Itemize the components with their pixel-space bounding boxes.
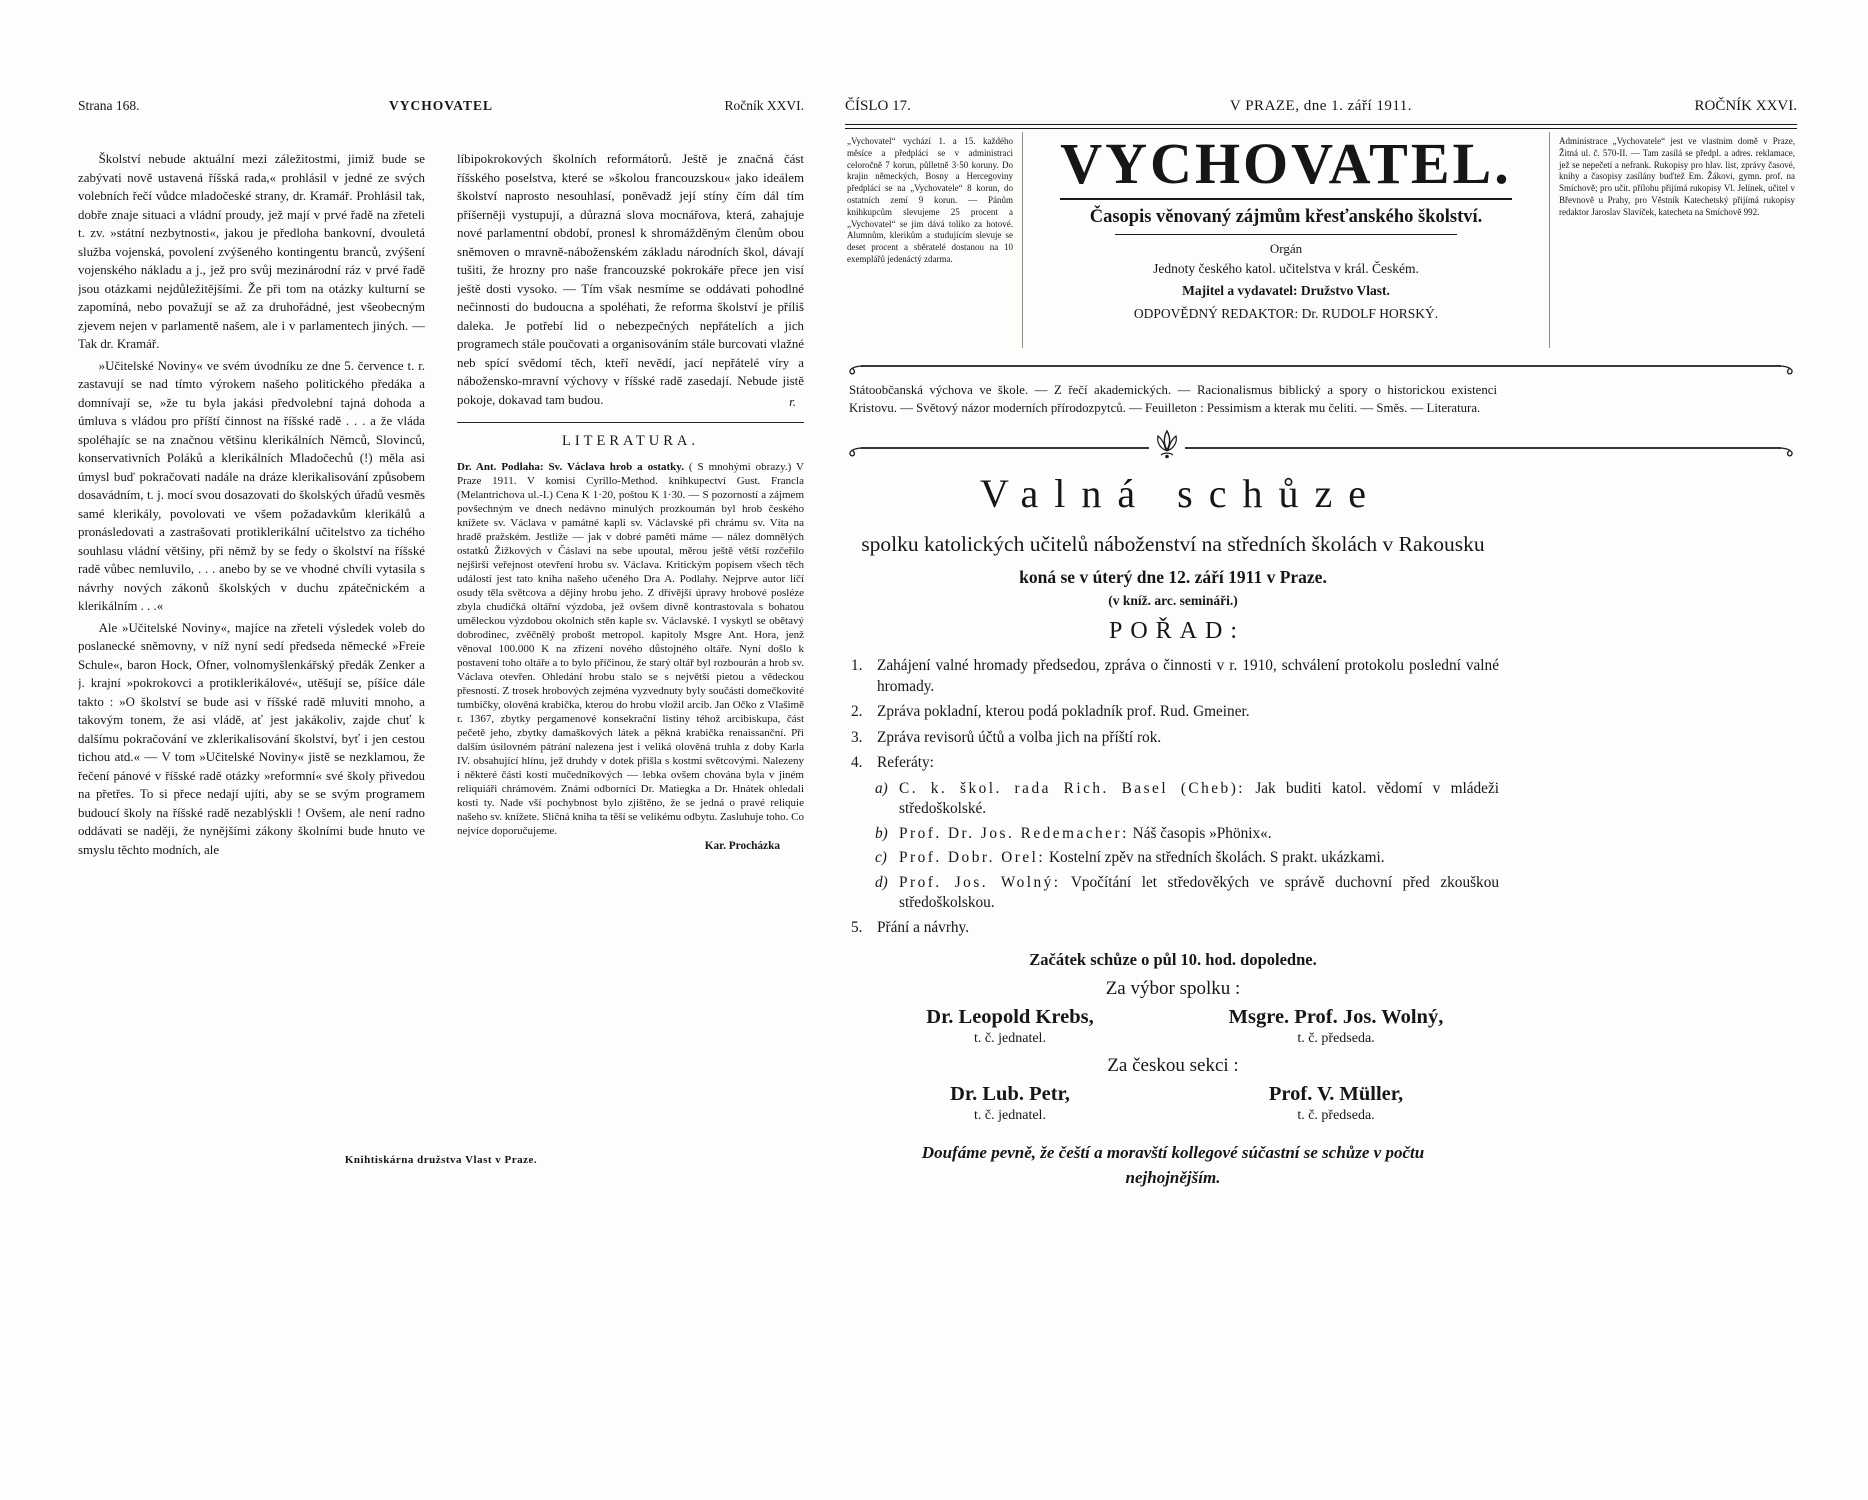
signatory	[1173, 1006, 1499, 1047]
speaker-name: Prof. Dobr. Orel:	[899, 849, 1046, 866]
announcement	[847, 470, 1499, 1190]
signatory	[847, 1083, 1173, 1124]
masthead	[845, 132, 1797, 348]
agenda-item-text: Přání a návrhy.	[877, 918, 970, 936]
agenda-item-number: 3.	[851, 728, 863, 746]
issue-number-label: ČÍSLO 17.	[845, 98, 911, 114]
header-rule	[845, 124, 1797, 129]
volume-label: Ročník XXVI.	[724, 98, 804, 113]
right-page-header	[845, 98, 1797, 115]
announcement-subtitle: spolku katolických učitelů náboženství na středních školách v Rakousku	[861, 532, 1485, 556]
agenda-item	[847, 918, 1499, 939]
publisher-line: Majitel a vydavatel: Družstvo Vlast.	[1182, 283, 1390, 299]
book-review	[457, 460, 804, 838]
section-signatories	[847, 1083, 1499, 1124]
agenda-item	[847, 656, 1499, 697]
page-number-label: Strana 168.	[78, 98, 140, 113]
right-column	[457, 150, 804, 1150]
literatura-heading: LITERATURA.	[561, 433, 700, 449]
article-paragraph: »Učitelské Noviny« ve svém úvodníku ze dne 5. července t. r. zastavují se nad tímto výrokem našeho politického předáka a domnívají se, »že tu byla jakási předvolební tajná dohoda a úmluva s vládou pro příští činnost na říšské radě . . . a že vláda spoléhajíc se na značnou většinu klerikálních Němců, Slovinců, konservativních Poláků a klerikálních Mladočechů (!) měla asi úmysl buď pokračovati nadále na dráze klerikalisování způsobem dosavádním, t. j. mocí svou dosazovati do školských úřadů vesměs samé klerikály, povolovati ve všem požadavkům klerikálů a pronásledovati a zastrašovati protiklerikální učitelstvo za tichého souhlasu vládní většiny, při němž by se fedy o školství na říšské radě vůbec nemluvilo, . . . anebo by se ve vhodné chvíli vytasila s návrhy nových zákonů školských v duchu zpátečnickém a klerikálním . . .«	[78, 358, 425, 613]
signatory-role: t. č. jednatel.	[974, 1108, 1046, 1123]
agenda-item-text: Zpráva pokladní, kterou podá pokladník prof. Rud. Gmeiner.	[877, 703, 1250, 720]
signatory-role: t. č. předseda.	[1297, 1108, 1375, 1123]
article-paragraph: líbipokrokových školních reformátorů. Ještě je značná část říšského poselstva, které se »školou francouzskou« jako ideálem školství naprosto nesouhlasí, poněvadž její stíny čím dál tím příšerněji vystupují, a důrazná slova mocnářova, která, zahajuje nové parlamentní období, pronesl k shromážděným členům obou sněmoven o mravně-náboženském základu národních škol, dávají tušiti, že hrozny pro naše francouzské pokrokáře přece jen visí ještě dosti vysoko. — Tím však nesmíme se oddávati pohodlné nečinnosti do budoucna a spoléhati, že reforma školství je příliš daleka. Je potřebí lid o nebezpečných nepřátelích a jich programech stále poučovati a organisováním stále burcovati vlažné neb spící svědomí těch, kteří nevědí, jací nepřátelé víry a nábožensko-mravní výchovy v říšské radě zasedají. Nebude jistě pokoje, dokavad tam budou.	[457, 152, 804, 407]
agenda-subitem-label: c)	[875, 849, 887, 866]
agenda-list	[847, 656, 1499, 938]
closing-note: Doufáme pevně, že čeští a moravští kollegové súčastní se schůze v počtu nejhojnějším.	[921, 1143, 1425, 1187]
signatory	[1173, 1083, 1499, 1124]
issue-contents: Státoobčanská výchova ve škole. — Z řečí akademických. — Racionalismus biblický a spory o historickou existenci Kristovu. — Světový názor moderních přírodozpytců. — Feuilleton : Pessimism a kterak mu čeliti. — Směs. — Literatura.	[849, 383, 1497, 415]
signatory	[847, 1006, 1173, 1047]
volume-label: ROČNÍK XXVI.	[1694, 98, 1797, 114]
signatory-name: Prof. V. Müller,	[1268, 1083, 1404, 1105]
review-signature: Kar. Procházka	[704, 840, 780, 852]
agenda-subitem	[875, 779, 1499, 820]
board-heading: Za výbor spolku :	[1105, 978, 1241, 999]
agenda-item-text: Referáty:	[877, 754, 934, 771]
running-title: VYCHOVATEL	[388, 98, 494, 113]
review-lead: Dr. Ant. Podlaha: Sv. Václava hrob a ostatky.	[457, 461, 684, 473]
imprint-line: Knihtiskárna družstva Vlast v Praze.	[344, 1154, 538, 1166]
speaker-name: C. k. škol. rada Rich. Basel (Cheb):	[899, 779, 1246, 797]
talk-title: Vpočítání let středověkých ve správě duchovní před zkouškou středoškolskou.	[899, 873, 1499, 911]
administration-info-box: Administrace „Vychovatele“ jest ve vlastním domě v Praze, Žitná ul. č. 570-II. — Tam zasílá se předpl. a adres. reklamace, jež se nepečetí a nefrank. Rukopisy pro hlav. list, zprávy časové, knihy a časopisy zasílány buďtež Em. Žákovi, gymn. prof. na Smíchově; pro učit. přílohu přijímá rukopisy Vl. Jelínek, učitel v Břevnově u Prahy, pro Věstník Katechetský přijímá rukopisy redaktor Jaroslav Slavíček, katecheta na Smíchově 992.	[1549, 132, 1797, 348]
agenda-heading: POŘAD:	[1108, 618, 1246, 644]
journal-title: VYCHOVATEL.	[1060, 131, 1512, 196]
flourish-line	[845, 438, 1797, 458]
review-pub-info: ( S mnohými obrazy.) V Praze 1911. V komisi Cyrillo-Method. knihkupectví Gust. Francla (Melantrichova ul.-I.) Cena K 1·20, poštou K 1·30. —	[457, 461, 804, 501]
tulip-ornament-icon	[1149, 428, 1185, 462]
agenda-subitem	[875, 873, 1499, 914]
article-signature: r.	[789, 394, 796, 409]
masthead-center	[1023, 132, 1549, 348]
organ-body: Jednoty českého katol. učitelstva v král. Českém.	[1153, 261, 1419, 277]
talk-title: Kostelní zpěv na středních školách. S prakt. ukázkami.	[1049, 849, 1385, 866]
announcement-date: koná se v úterý dne 12. září 1911 v Praze.	[1019, 567, 1327, 587]
announcement-venue: (v kníž. arc. semináři.)	[1108, 593, 1238, 608]
agenda-subitem-text	[899, 824, 1499, 845]
organ-label: Orgán	[1269, 241, 1303, 257]
agenda-item-number: 2.	[851, 703, 863, 720]
signatory-role: t. č. předseda.	[1297, 1031, 1375, 1046]
left-page-header	[78, 98, 804, 114]
talk-title: Náš časopis »Phönix«.	[1132, 824, 1272, 842]
masthead-rule	[1060, 198, 1512, 200]
signatory-role: t. č. jednatel.	[974, 1031, 1046, 1046]
agenda-item-text: Zahájení valné hromady předsedou, zpráva o činnosti v r. 1910, schválení protokolu poslední valné hromady.	[877, 657, 1499, 695]
agenda-item-number: 5.	[851, 918, 863, 936]
agenda-subitem-text	[899, 779, 1499, 820]
signatory-name: Msgre. Prof. Jos. Wolný,	[1228, 1006, 1444, 1028]
agenda-subitem-label: a)	[875, 779, 888, 797]
talk-title: Jak buditi katol. vědomí v mládeži středoškolské.	[899, 779, 1499, 817]
flourish-divider-top	[845, 356, 1797, 376]
agenda-item-number: 4.	[851, 754, 863, 771]
page-left	[78, 98, 804, 1183]
editor-line: ODPOVĚDNÝ REDAKTOR: Dr. RUDOLF HORSKÝ.	[1133, 306, 1439, 322]
issue-date-label: V PRAZE, dne 1. září 1911.	[1229, 98, 1413, 114]
agenda-item	[847, 728, 1499, 749]
agenda-subitem-label: d)	[875, 873, 888, 891]
masthead-rule-thin	[1115, 234, 1456, 235]
announcement-title: Valná schůze	[980, 471, 1382, 516]
article-paragraph: Ale »Učitelské Noviny«, majíce na zřeteli výsledek voleb do poslanecké sněmovny, v níž nyní sedí předseda německé »Freie Schule«, baron Hock, Ofner, volnomyšlenkářský předák Zenker a j. krajní »pokrokovci a protiklerikálové«, utěšují se, píšíce dále takto : »O školství se bude asi v říšské radě mluviti mnoho, a takovým tonem, že asi vládě, ať jest jakákoliv, zajde chuť k dalšímu pokračování ve zklerikalisování školství, byť i jen cestou tichou atd.« — V tom »Učitelské Noviny« jistě se nezklamou, že řečení pánové v říšské radě otázky »reformní« své školy přivedou na přetřes. To si přece nedají ujíti, aby se se svým programem budoucí školy na říšské radě nezablýskli ! Ovšem, ale není radno oddávati se naději, že nynějšími zákony školními bude hnuto ve smyslu těchto modních, ale	[78, 620, 425, 857]
agenda-item	[847, 753, 1499, 774]
journal-subtitle: Časopis věnovaný zájmům křesťanského školství.	[1089, 207, 1483, 228]
agenda-item-number: 1.	[851, 657, 863, 674]
agenda-subitem-label: b)	[875, 824, 888, 842]
review-body: S pozorností a zájmem povšechným ve dnech nedávno minulých prozkoumán byl hrob českého knížete sv. Václava v památné kapli sv. Václavské při chrámu sv. Víta na hradě pražském. Jestliže — jak v dobré paměti máme — nález domnělých ostatků Žižkových v Čáslavi na sebe upoutal, měrou ještě větší rozčeřilo nejširší veřejnost otevření hrobu sv. Václava. Kritickým popisem všech těch událostí jest tato kniha našeho učeného Dra A. Podlahy. Nejprve autor líčí osudy těla světcova a dějiny hrobu jeho. Z dřívější úpravy hrobové posléze zbyla chudičká oltářní výzdoba, jež ovšem divně kontrastovala s bohatou uměleckou výzdobou okolních stěn kaple sv. Václavské. I vyskytl se obětavý dobrodinec, zvěčnělý probošt metropol. kapitoly Msgre Ant. Hora, jenž věnoval 100.000 K na zřízení nového důstojného oltáře. Nyní došlo k postavení toho oltáře a to bylo příčinou, že starý oltář byl rozbourán a hrob sv. Václava otevřen. Ohledání hrobu stalo se s největší pietou a vědeckou přesností. Z trosek hrobových zejména vyzvednuty byly součásti domečkovité tumbičky, olověná krabička, kterou do hrobu vložil arcib. Jan Očko z Vlašimě r. 1367, zbytky pergamenové konsekrační listiny téhož arcibiskupa, část pečetě jeho, zbytky damaškových látek a pěkná krabička renaissanční. Při dalším úsilovném pátrání nalezena jest i veliká olověná truhla z doby Karla IV. obsahující hlínu, jež druhdy v dotek přišla s kostmi světcovými. Nalezeny i některé části kostí mučedníkových — lebka ovšem chována byla v jiném reliquiáři chrámovém. Známí odborníci Dr. Matiegka a Dr. Hnátek ohledali kosti ty. Nade vší pochybnost bylo zjištěno, že se jedná o pravé reliquie našeho sv. knížete. Sličná kniha ta těší se velikému odbytu. Zasluhuje toho. Co nejvíce doporučujeme.	[457, 489, 804, 837]
section-heading: Za českou sekci :	[1107, 1055, 1239, 1076]
agenda-subitem	[875, 824, 1499, 845]
agenda-item	[847, 702, 1499, 723]
agenda-subitem-text	[899, 848, 1499, 869]
agenda-item-text: Zpráva revisorů účtů a volba jich na příští rok.	[877, 728, 1162, 746]
signatory-name: Dr. Lub. Petr,	[950, 1083, 1070, 1105]
section-divider	[457, 422, 804, 423]
page-right	[845, 98, 1797, 1218]
start-time-line: Začátek schůze o půl 10. hod. dopoledne.	[1029, 950, 1317, 969]
agenda-subitem	[875, 848, 1499, 869]
speaker-name: Prof. Dr. Jos. Redemacher:	[899, 824, 1129, 842]
speaker-name: Prof. Jos. Wolný:	[899, 873, 1061, 891]
flourish-divider-ornament	[845, 428, 1797, 464]
board-signatories	[847, 1006, 1499, 1047]
article-paragraph: Školství nebude aktuální mezi záležitostmi, jimiž bude se zabývati nově ustavená říšská rada,« prohlásil v jedné ze svých volebních řečí vůdce mladočeské strany, dr. Kramář. Prohlásil tak, dobře znaje situaci a vládní proudy, jež mají v prvé řadě na zřeteli t. zv. »státní nezbytnosti«, jakou je předloha bankovní, dvouletá služba vojenská, povolení zvýšeného kontingentu branců, zvýšení vojenského nákladu a j., jež pro svůj mezinárodní ráz v prvé řadě jsou otázkami nejdůležitějšími. Že při tom na otázky kulturní se zapomíná, nebo považují se až za druhořádné, jest všeobecným zjevem nejen v parlamentě našem, ale i v parlamentech jiných. — Tak dr. Kramář.	[78, 152, 425, 351]
agenda-subitem-text	[899, 873, 1499, 914]
left-column	[78, 150, 425, 1150]
signatory-name: Dr. Leopold Krebs,	[926, 1006, 1094, 1028]
subscription-info-box: „Vychovatel“ vychází 1. a 15. každého měsíce a předplácí se v administraci celoročně 7 korun, půlletně 3·50 koruny. Do krajin německých, Bosny a Hercegoviny předplácí se na „Vychovatele“ 8 korun, do ostatních zemí 9 korun. — Pánům knihkupcům slevujeme 25 procent a „Vychovatel“ se jim dává toliko za hotové. Alumnům, klerikům a studujícím slevuje se deset procent a sběratelé dostanou na 10 exemplářů jedenáctý zdarma.	[845, 132, 1023, 348]
